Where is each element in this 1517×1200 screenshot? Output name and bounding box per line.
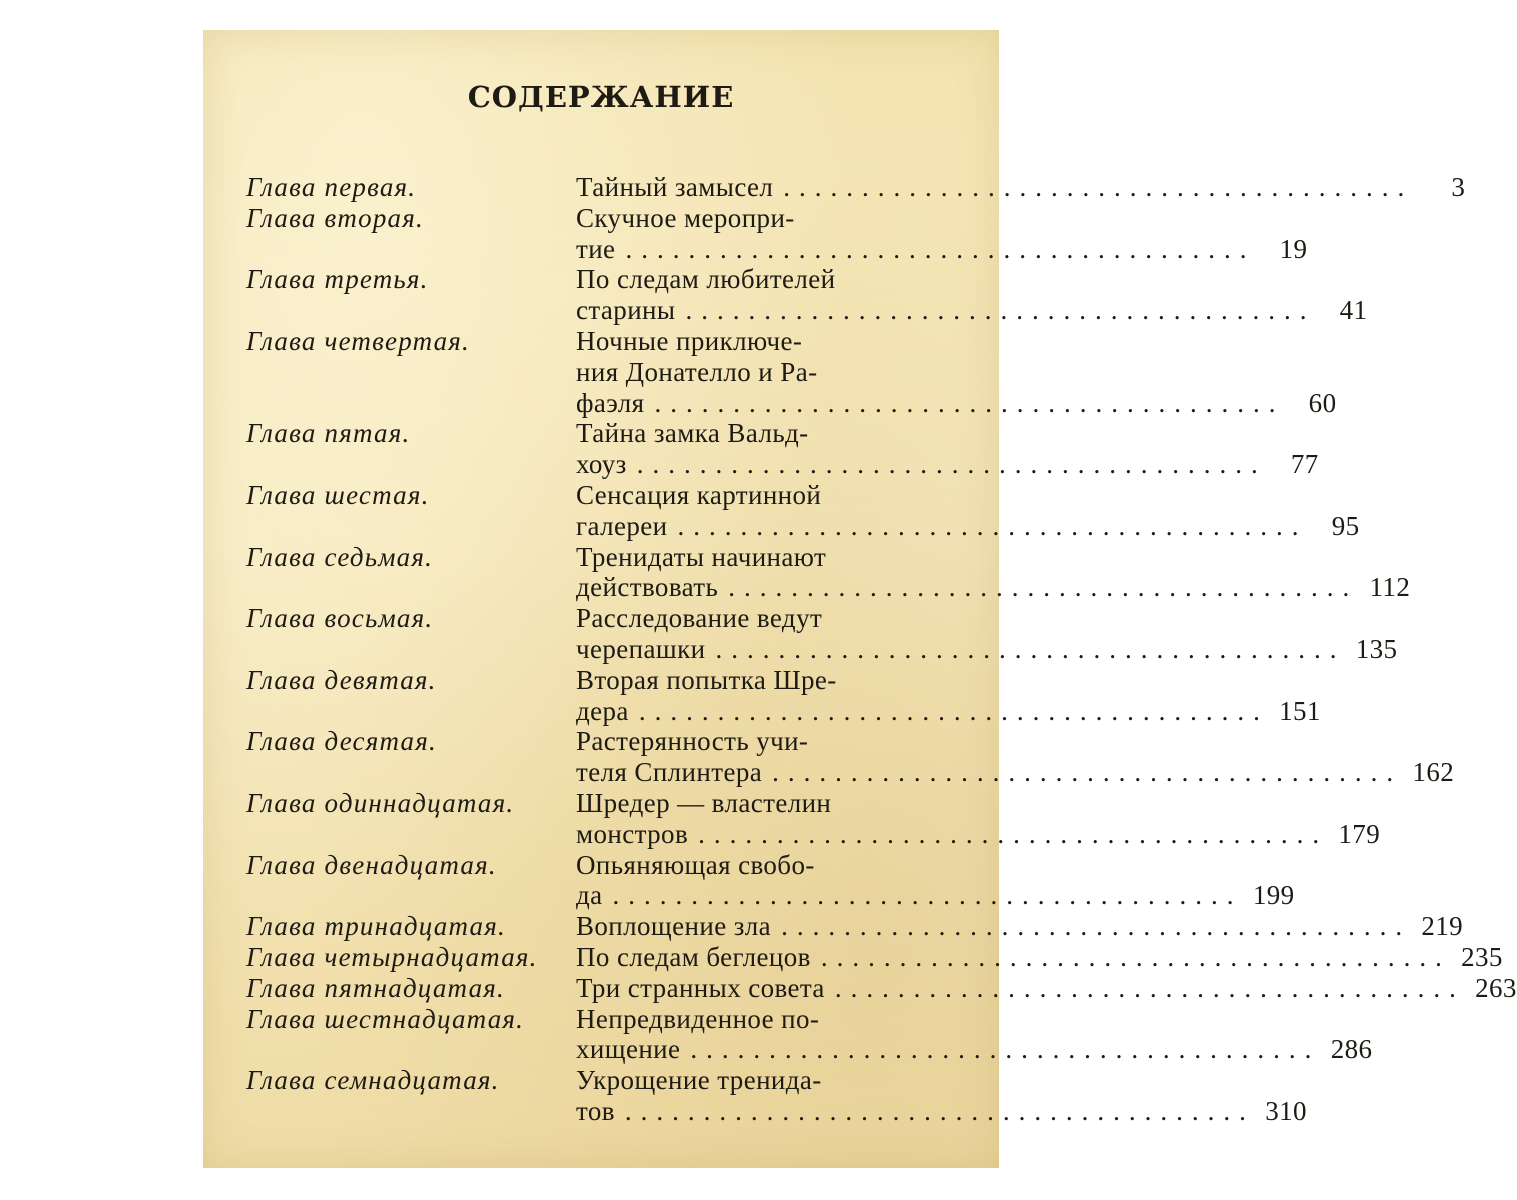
book-page bbox=[203, 30, 1517, 1168]
chapter-title-line bbox=[576, 388, 1336, 419]
toc-entry bbox=[246, 264, 1368, 326]
page-title: СОДЕРЖАНИЕ bbox=[467, 80, 735, 114]
leader-dots: ........................................ bbox=[612, 880, 1243, 911]
page-number: 3 bbox=[1451, 172, 1466, 202]
chapter-title-text: да bbox=[576, 880, 603, 911]
chapter-title-text: галереи bbox=[576, 510, 668, 541]
toc-entry bbox=[246, 541, 1411, 604]
chapter-title bbox=[576, 603, 1397, 665]
leader-dots: ........................................ bbox=[677, 510, 1308, 541]
chapter-title bbox=[576, 264, 1367, 326]
chapter-title-text: монстров bbox=[576, 818, 689, 849]
leader-dots: ........................................ bbox=[690, 1034, 1321, 1065]
chapter-title-line bbox=[576, 480, 1360, 511]
page-number: 95 bbox=[1331, 510, 1360, 541]
chapter-title-text: ния Донателло и Ра- bbox=[576, 356, 818, 387]
page-number: 235 bbox=[1461, 941, 1503, 972]
chapter-title-line bbox=[576, 726, 1454, 757]
chapter-title-text: Тайный замысел bbox=[576, 172, 774, 202]
chapter-title-text: тие bbox=[576, 233, 616, 264]
chapter-number: Глава седьмая. bbox=[246, 541, 434, 572]
chapter-number: Глава пятая. bbox=[246, 418, 411, 449]
chapter-title-line bbox=[576, 203, 1307, 234]
chapter-title-text: Вторая попытка Шре- bbox=[576, 664, 837, 695]
chapter-title-line bbox=[576, 1096, 1307, 1127]
table-of-contents bbox=[246, 172, 1517, 1127]
page-number: 77 bbox=[1290, 449, 1319, 480]
chapter-title-line bbox=[576, 973, 1517, 1004]
chapter-title-line bbox=[576, 880, 1295, 911]
page-number: 310 bbox=[1265, 1095, 1307, 1126]
chapter-title bbox=[576, 326, 1336, 418]
chapter-number: Глава семнадцатая. bbox=[246, 1065, 500, 1096]
chapter-title-line bbox=[576, 696, 1321, 727]
chapter-title-text: Воплощение зла bbox=[576, 911, 772, 942]
chapter-number: Глава двенадцатая. bbox=[246, 849, 497, 880]
chapter-title-text: Непредвиденное по- bbox=[576, 1003, 820, 1034]
chapter-title-text: хоуз bbox=[576, 449, 627, 480]
chapter-title-text: фаэля bbox=[576, 387, 645, 418]
toc-entry bbox=[246, 603, 1398, 665]
chapter-title bbox=[576, 942, 1503, 973]
toc-entry bbox=[246, 172, 1466, 203]
chapter-title-line bbox=[576, 1065, 1307, 1096]
chapter-title-line bbox=[576, 295, 1367, 326]
chapter-title-text: тов bbox=[576, 1095, 615, 1126]
chapter-title-line bbox=[576, 1004, 1372, 1035]
toc-entry bbox=[246, 202, 1308, 265]
toc-entry bbox=[246, 726, 1455, 788]
toc-entry bbox=[246, 849, 1295, 912]
chapter-title-text: Опьяняющая свобо- bbox=[576, 849, 815, 880]
leader-dots: ........................................ bbox=[715, 633, 1346, 664]
chapter-title-text: Сенсация картинной bbox=[576, 479, 822, 510]
chapter-title-line bbox=[576, 511, 1360, 542]
chapter-title-line bbox=[576, 757, 1454, 788]
chapter-title-line bbox=[576, 172, 1465, 203]
toc-entry bbox=[246, 325, 1337, 418]
page-number: 41 bbox=[1339, 295, 1368, 326]
page-number: 112 bbox=[1369, 572, 1411, 603]
chapter-number: Глава третья. bbox=[246, 264, 429, 295]
leader-dots: ........................................ bbox=[638, 695, 1269, 726]
chapter-title-line bbox=[576, 357, 1336, 388]
chapter-title-text: действовать bbox=[576, 572, 719, 603]
chapter-title-text: Скучное меропри- bbox=[576, 202, 795, 233]
chapter-number: Глава девятая. bbox=[246, 664, 437, 695]
chapter-title-text: Укрощение тренида- bbox=[576, 1065, 822, 1096]
chapter-title-line bbox=[576, 788, 1380, 819]
chapter-title bbox=[576, 850, 1295, 912]
leader-dots: ........................................ bbox=[685, 295, 1316, 326]
chapter-title-line bbox=[576, 449, 1319, 480]
chapter-title-text: Шредер — властелин bbox=[576, 787, 832, 818]
leader-dots: ........................................ bbox=[624, 1095, 1255, 1126]
chapter-title-text: Расследование ведут bbox=[576, 603, 823, 634]
chapter-number: Глава десятая. bbox=[246, 726, 437, 757]
chapter-title-line bbox=[576, 1034, 1372, 1065]
chapter-title-text: черепашки bbox=[576, 633, 706, 664]
chapter-number: Глава четвертая. bbox=[246, 325, 470, 356]
toc-entry bbox=[246, 941, 1503, 973]
chapter-title-line bbox=[576, 603, 1397, 634]
chapter-number: Глава одиннадцатая. bbox=[246, 787, 515, 818]
chapter-title-line bbox=[576, 911, 1463, 942]
leader-dots: ........................................ bbox=[636, 449, 1267, 480]
chapter-title-line bbox=[576, 942, 1503, 973]
leader-dots: ........................................ bbox=[783, 172, 1414, 202]
chapter-title-text: дера bbox=[576, 695, 629, 726]
chapter-title-line bbox=[576, 819, 1380, 850]
leader-dots: ........................................ bbox=[834, 972, 1465, 1003]
leader-dots: ........................................ bbox=[820, 941, 1451, 972]
chapter-title bbox=[576, 1065, 1307, 1127]
toc-entry bbox=[246, 1003, 1373, 1066]
leader-dots: ........................................ bbox=[625, 233, 1256, 264]
chapter-title-text: По следам беглецов bbox=[576, 941, 811, 972]
page-number: 219 bbox=[1421, 911, 1464, 942]
toc-entry bbox=[246, 418, 1319, 480]
chapter-title bbox=[576, 726, 1454, 788]
chapter-title-line bbox=[576, 418, 1319, 449]
page-number: 263 bbox=[1475, 972, 1517, 1003]
chapter-title-text: Растерянность учи- bbox=[576, 726, 809, 757]
page-number: 199 bbox=[1252, 880, 1295, 911]
toc-entry bbox=[246, 911, 1464, 942]
leader-dots: ........................................ bbox=[654, 387, 1285, 418]
page-number: 162 bbox=[1412, 757, 1455, 788]
page-number: 60 bbox=[1308, 387, 1337, 418]
toc-entry bbox=[246, 664, 1321, 727]
toc-entry bbox=[246, 972, 1517, 1004]
chapter-number: Глава восьмая. bbox=[246, 603, 434, 634]
chapter-number: Глава шестая. bbox=[246, 479, 430, 510]
chapter-number: Глава вторая. bbox=[246, 202, 424, 233]
page-number: 135 bbox=[1355, 633, 1398, 664]
chapter-title-line bbox=[576, 326, 1336, 357]
chapter-title-line bbox=[576, 572, 1410, 603]
leader-dots: ........................................ bbox=[698, 818, 1329, 849]
chapter-title bbox=[576, 203, 1307, 265]
chapter-title-text: По следам любителей bbox=[576, 264, 836, 295]
chapter-title bbox=[576, 665, 1321, 727]
toc-entry bbox=[246, 1065, 1307, 1127]
chapter-title bbox=[576, 788, 1380, 850]
leader-dots: ........................................ bbox=[728, 572, 1359, 603]
chapter-title-text: теля Сплинтера bbox=[576, 757, 763, 788]
chapter-title bbox=[576, 1004, 1372, 1066]
chapter-number: Глава тринадцатая. bbox=[246, 911, 506, 942]
leader-dots: ........................................ bbox=[772, 757, 1403, 788]
chapter-title bbox=[576, 172, 1465, 203]
chapter-title-line bbox=[576, 665, 1321, 696]
chapter-title-text: Ночные приключе- bbox=[576, 325, 803, 356]
chapter-title bbox=[576, 480, 1360, 542]
chapter-title-line bbox=[576, 850, 1295, 881]
chapter-title-text: хищение bbox=[576, 1034, 681, 1065]
chapter-title-text: Тренидаты начинают bbox=[576, 541, 827, 572]
page-number: 179 bbox=[1338, 818, 1381, 849]
chapter-title-line bbox=[576, 634, 1397, 665]
chapter-number: Глава пятнадцатая. bbox=[246, 972, 505, 1003]
chapter-title-text: старины bbox=[576, 295, 676, 326]
page-number: 286 bbox=[1330, 1034, 1373, 1065]
chapter-title-line bbox=[576, 542, 1410, 573]
chapter-title bbox=[576, 973, 1517, 1004]
page-number: 19 bbox=[1279, 233, 1308, 264]
toc-entry bbox=[246, 479, 1360, 542]
chapter-number: Глава четырнадцатая. bbox=[246, 941, 538, 972]
toc-entry bbox=[246, 787, 1381, 850]
chapter-title bbox=[576, 542, 1410, 604]
chapter-title-text: Три странных совета bbox=[576, 972, 825, 1003]
chapter-title-line bbox=[576, 234, 1307, 265]
chapter-title-text: Тайна замка Вальд- bbox=[576, 418, 809, 449]
page-number: 151 bbox=[1279, 695, 1321, 726]
chapter-number: Глава шестнадцатая. bbox=[246, 1003, 525, 1034]
chapter-title-line bbox=[576, 264, 1367, 295]
chapter-title bbox=[576, 418, 1319, 480]
leader-dots: ........................................ bbox=[781, 911, 1412, 942]
chapter-title bbox=[576, 911, 1463, 942]
chapter-number: Глава первая. bbox=[246, 172, 417, 202]
